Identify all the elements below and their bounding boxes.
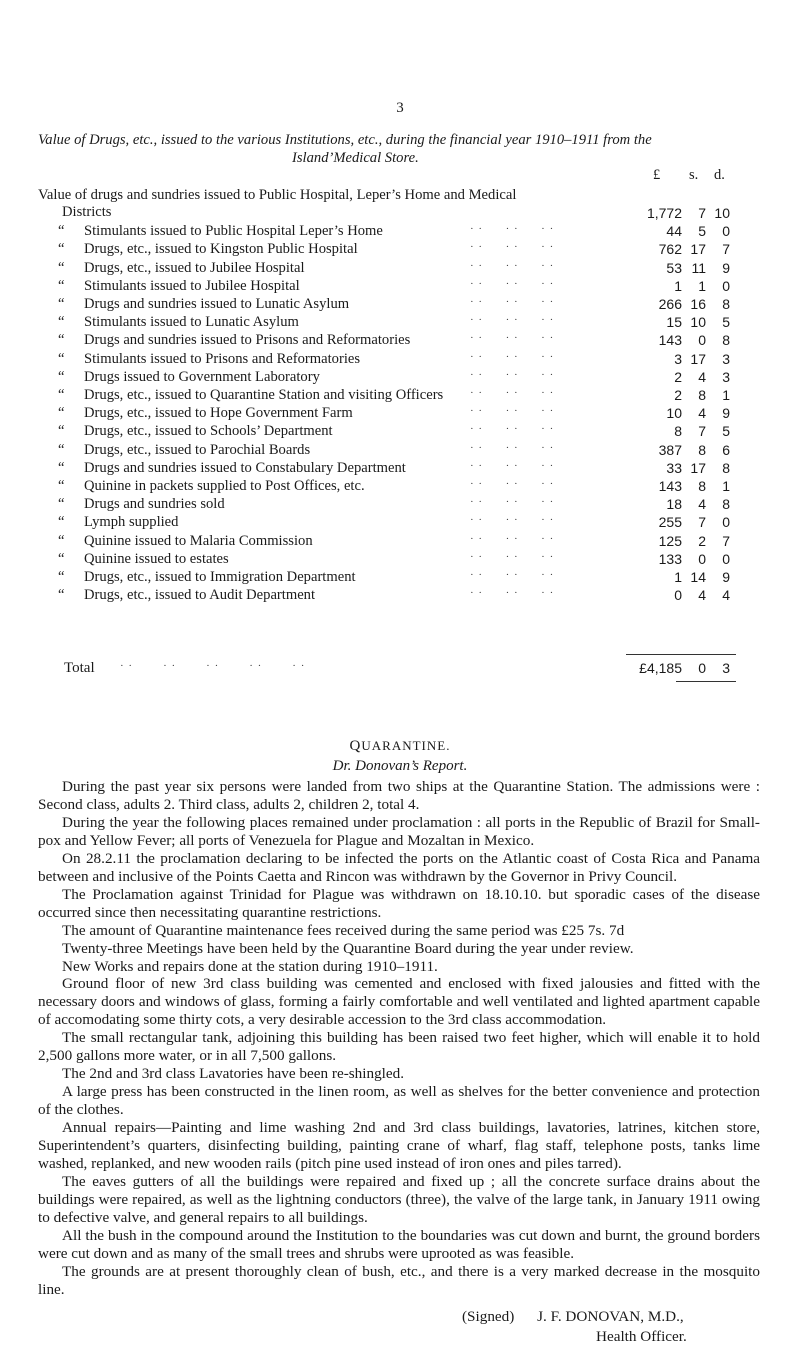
- title-line-2: Island’Medical Store.: [292, 150, 419, 166]
- ditto-mark: “: [58, 350, 65, 367]
- signature-line-2: Health Officer.: [596, 1328, 687, 1345]
- ditto-mark: “: [58, 569, 65, 585]
- report-paragraph: During the past year six persons were landed from two ships at the Quarantine Station. The admissions were : Second class, adults 2. Third class, adults 2, children 2, total 4.: [38, 778, 760, 813]
- row-pence: 9: [722, 259, 730, 276]
- section-heading: QUARANTINE.: [349, 738, 451, 754]
- row-shillings: 4: [698, 587, 706, 604]
- ditto-mark: “: [58, 241, 65, 258]
- table-row: [0, 405, 800, 423]
- row-pounds: 8: [674, 423, 682, 440]
- row-description: Drugs, etc., issued to Jubilee Hospital: [84, 259, 305, 276]
- row-shillings: 8: [698, 478, 706, 494]
- table-row: [0, 533, 800, 551]
- row-shillings: 14: [690, 569, 706, 585]
- leader-dots: · · · · · ·: [470, 350, 555, 363]
- row-pounds: 266: [658, 296, 682, 312]
- row-shillings: 8: [698, 441, 706, 458]
- row-description: Drugs, etc., issued to Kingston Public Hospital: [84, 241, 358, 258]
- ditto-mark: “: [58, 532, 65, 549]
- row-pounds: 53: [666, 259, 682, 276]
- report-paragraph: During the year the following places remained under proclamation : all ports in the Republic of Brazil for Small-pox and Yellow Fever; all ports of Venezuela for Plague and Mozaltan in Mexico.: [38, 813, 760, 849]
- row-pence: 4: [722, 587, 730, 604]
- row-shillings: 10: [690, 314, 706, 331]
- row-pence: 9: [722, 405, 730, 422]
- leader-dots: · · · · · ·: [470, 478, 555, 490]
- row-shillings: 2: [698, 532, 706, 549]
- report-paragraph: On 28.2.11 the proclamation declaring to be infected the ports on the Atlantic coast of Costa Rica and Panama between and inclusive of the Points Caetta and Rincon was withdrawn by the Governor in Privy Council.: [38, 849, 760, 885]
- row-shillings: 5: [698, 223, 706, 240]
- table-row: [0, 205, 800, 223]
- row-pounds: 133: [658, 550, 682, 567]
- leader-dots: · · · · · ·: [470, 459, 555, 472]
- ditto-mark: “: [58, 459, 65, 476]
- table-row: [0, 296, 800, 314]
- table-row: [0, 241, 800, 259]
- row-shillings: 17: [690, 350, 706, 367]
- leader-dots: · · · · · ·: [470, 423, 555, 436]
- ditto-mark: “: [58, 296, 65, 312]
- row-pounds: 0: [674, 587, 682, 604]
- ditto-mark: “: [58, 478, 65, 494]
- report-paragraph: The grounds are at present thoroughly clean of bush, etc., and there is a very marked decrease in the mosquito line.: [38, 1262, 760, 1298]
- report-paragraph: Twenty-three Meetings have been held by the Quarantine Board during the year under review.: [62, 939, 634, 957]
- leader-dots: · · · · · ·: [470, 550, 555, 563]
- table-row: [0, 387, 800, 405]
- page-number: 3: [396, 100, 404, 116]
- table-row: [0, 442, 800, 460]
- ditto-mark: “: [58, 514, 65, 531]
- row-pounds: 3: [674, 350, 682, 367]
- leader-dots: · · · · · ·: [470, 296, 555, 308]
- leader-dots: · · · · · ·: [470, 241, 555, 254]
- row-description: Drugs, etc., issued to Quarantine Station and visiting Officers: [84, 387, 444, 403]
- row-pounds: 44: [666, 223, 682, 240]
- row-pence: 0: [722, 514, 730, 531]
- row-description: Drugs and sundries issued to Constabulary Department: [84, 459, 406, 476]
- ditto-mark: “: [58, 387, 65, 403]
- row-pounds: 33: [666, 459, 682, 476]
- row-shillings: 4: [698, 405, 706, 422]
- row-pence: 8: [722, 496, 730, 513]
- leader-dots: · · · · · ·: [470, 441, 555, 454]
- table-row: [0, 260, 800, 278]
- report-paragraph: The Proclamation against Trinidad for Plague was withdrawn on 18.10.10. but sporadic cases of the disease occurred since then necessitating quarantine restrictions.: [38, 885, 760, 921]
- ditto-mark: “: [58, 368, 65, 385]
- row-description: Stimulants issued to Public Hospital Leper’s Home: [84, 223, 383, 240]
- leader-dots: · · · · · ·: [470, 314, 555, 327]
- table-row: [0, 223, 800, 241]
- row-description: Quinine issued to estates: [84, 550, 229, 567]
- total-leader-dots: · · · · · · · · · ·: [120, 660, 306, 672]
- row-shillings: 7: [698, 514, 706, 531]
- row-shillings: 17: [690, 459, 706, 476]
- ditto-mark: “: [58, 223, 65, 240]
- shillings-header: s.: [689, 167, 699, 183]
- row-pence: 8: [722, 296, 730, 312]
- row-pence: 0: [722, 277, 730, 294]
- row-pence: 5: [722, 314, 730, 331]
- row-shillings: 11: [691, 259, 706, 276]
- row-pounds: 143: [658, 332, 682, 349]
- table-row: [0, 569, 800, 587]
- pence-header: d.: [714, 167, 725, 183]
- table-row: [0, 587, 800, 605]
- table-row: [0, 514, 800, 532]
- leader-dots: · · · · · ·: [470, 259, 555, 272]
- table-row: [0, 496, 800, 514]
- report-paragraph: The eaves gutters of all the buildings were repaired and fixed up ; all the concrete surface drains about the buildings were repaired, as well as the lightning conductors (three), the valve of the large tank, in January 1911 owing to defective valve, and general repairs to all buildings.: [38, 1172, 760, 1226]
- report-heading: Dr. Donovan’s Report.: [332, 758, 468, 774]
- leader-dots: · · · · · ·: [470, 587, 555, 600]
- total-rule-bottom: [676, 681, 736, 682]
- row-pence: 6: [722, 441, 730, 458]
- table-row: [0, 460, 800, 478]
- row-pounds: 387: [658, 441, 682, 458]
- row-pounds: 18: [666, 496, 682, 513]
- leader-dots: · · · · · ·: [470, 223, 555, 236]
- leader-dots: · · · · · ·: [470, 368, 555, 381]
- row-description: Drugs, etc., issued to Schools’ Department: [84, 423, 333, 440]
- title-line-1: Value of Drugs, etc., issued to the various Institutions, etc., during the financial year 1910–1911 from the: [38, 132, 652, 148]
- row-description: Quinine in packets supplied to Post Offices, etc.: [84, 478, 365, 494]
- row-description: Stimulants issued to Prisons and Reformatories: [84, 350, 361, 367]
- row-pence: 0: [722, 223, 730, 240]
- report-paragraph: The amount of Quarantine maintenance fees received during the same period was £25 7s. 7d: [62, 921, 625, 939]
- leader-dots: · · · · · ·: [470, 332, 555, 345]
- report-paragraph: The 2nd and 3rd class Lavatories have been re-shingled.: [62, 1065, 405, 1083]
- leader-dots: · · · · · ·: [470, 496, 555, 509]
- total-pounds: £4,185: [639, 660, 682, 676]
- row-pence: 10: [714, 205, 730, 221]
- row-pounds: 10: [666, 405, 682, 422]
- ditto-mark: “: [58, 332, 65, 349]
- row-description: Quinine issued to Malaria Commission: [84, 532, 313, 549]
- row-pence: 1: [722, 387, 730, 403]
- leader-dots: · · · · · ·: [470, 277, 555, 290]
- report-paragraph: New Works and repairs done at the station during 1910–1911.: [62, 957, 438, 975]
- row-description: Drugs and sundries sold: [84, 496, 225, 513]
- ditto-mark: “: [58, 587, 65, 604]
- row-pence: 7: [722, 532, 730, 549]
- row-pence: 3: [722, 350, 730, 367]
- intro-line-2: Districts: [62, 204, 112, 220]
- row-shillings: 0: [698, 332, 706, 349]
- row-shillings: 4: [698, 368, 706, 385]
- row-shillings: 4: [698, 496, 706, 513]
- row-pounds: 2: [674, 368, 682, 385]
- signature-block: [462, 1307, 687, 1347]
- row-pounds: 1,772: [646, 205, 682, 221]
- row-pounds: 2: [674, 387, 682, 403]
- row-description: Lymph supplied: [84, 514, 179, 531]
- total-pence: 3: [722, 660, 730, 676]
- row-description: Drugs and sundries issued to Lunatic Asylum: [84, 296, 350, 312]
- leader-dots: · · · · · ·: [470, 514, 555, 527]
- signature-line-1: (Signed) J. F. DONOVAN, M.D.,: [462, 1308, 684, 1325]
- row-pence: 1: [722, 478, 730, 494]
- row-description: Drugs, etc., issued to Immigration Department: [84, 569, 356, 585]
- total-shillings: 0: [698, 660, 706, 676]
- total-label: Total: [64, 660, 95, 676]
- row-shillings: 7: [698, 205, 706, 221]
- row-description: Drugs, etc., issued to Audit Department: [84, 587, 316, 604]
- row-pence: 9: [722, 569, 730, 585]
- leader-dots: · · · · · ·: [470, 387, 555, 399]
- table-row: [0, 332, 800, 350]
- table-row: [0, 478, 800, 496]
- row-description: Drugs, etc., issued to Hope Government Farm: [84, 405, 353, 422]
- row-description: Stimulants issued to Lunatic Asylum: [84, 314, 299, 331]
- report-body: [38, 778, 760, 1299]
- ditto-mark: “: [58, 423, 65, 440]
- report-paragraph: Annual repairs—Painting and lime washing 2nd and 3rd class buildings, lavatories, latrines, kitchen store, Superintendent’s quarters, disinfecting building, painting crane of wharf, flag staff, telephone posts, tanks lime washed, replanked, and new wooden rails (pitch pine used instead of iron ones and piles tarred).: [38, 1119, 760, 1173]
- row-shillings: 16: [690, 296, 706, 312]
- leader-dots: · · · · · ·: [470, 532, 555, 545]
- leader-dots: · · · · · ·: [470, 569, 555, 581]
- ditto-mark: “: [58, 277, 65, 294]
- row-pence: 7: [722, 241, 730, 258]
- report-paragraph: A large press has been constructed in the linen room, as well as shelves for the better convenience and protection of the clothes.: [38, 1083, 760, 1119]
- row-pounds: 125: [658, 532, 682, 549]
- row-description: Drugs and sundries issued to Prisons and Reformatories: [84, 332, 411, 349]
- row-pence: 8: [722, 332, 730, 349]
- row-shillings: 7: [698, 423, 706, 440]
- leader-dots: · · · · · ·: [470, 405, 555, 418]
- table-row: [0, 369, 800, 387]
- ditto-mark: “: [58, 496, 65, 513]
- document-title: [38, 131, 768, 167]
- row-pounds: 762: [658, 241, 682, 258]
- row-pounds: 255: [658, 514, 682, 531]
- report-paragraph: Ground floor of new 3rd class building was cemented and enclosed with fixed jalousies and fitted with the necessary doors and windows of glass, forming a fairly comfortable and well ventilated and lighted apartment capable of accomodating some thirty cots, a very desirable accession to the 3rd class accommodation.: [38, 975, 760, 1029]
- ditto-mark: “: [58, 550, 65, 567]
- row-pence: 8: [722, 459, 730, 476]
- table-row: [0, 314, 800, 332]
- pounds-header: £: [653, 167, 661, 183]
- ditto-mark: “: [58, 314, 65, 331]
- table-row: [0, 423, 800, 441]
- row-pence: 3: [722, 368, 730, 385]
- table-row: [0, 551, 800, 569]
- row-pounds: 143: [658, 478, 682, 494]
- row-description: Drugs issued to Government Laboratory: [84, 368, 320, 385]
- table-row: [0, 278, 800, 296]
- row-shillings: 17: [690, 241, 706, 258]
- row-description: Drugs, etc., issued to Parochial Boards: [84, 441, 311, 458]
- row-pounds: 1: [674, 277, 682, 294]
- ditto-mark: “: [58, 441, 65, 458]
- table-row: [0, 351, 800, 369]
- total-rule-top: [626, 654, 736, 655]
- row-shillings: 1: [698, 277, 706, 294]
- ditto-mark: “: [58, 259, 65, 276]
- row-description: Stimulants issued to Jubilee Hospital: [84, 277, 300, 294]
- ditto-mark: “: [58, 405, 65, 422]
- row-pounds: 1: [674, 569, 682, 585]
- intro-line-1: Value of drugs and sundries issued to Public Hospital, Leper’s Home and Medical: [38, 187, 517, 203]
- row-pence: 5: [722, 423, 730, 440]
- row-shillings: 8: [698, 387, 706, 403]
- row-shillings: 0: [698, 550, 706, 567]
- report-paragraph: The small rectangular tank, adjoining this building has been raised two feet higher, which will enable it to hold 2,500 gallons more water, or in all 7,500 gallons.: [38, 1029, 760, 1065]
- row-pence: 0: [722, 550, 730, 567]
- row-pounds: 15: [666, 314, 682, 331]
- report-paragraph: All the bush in the compound around the Institution to the boundaries was cut down and burnt, the ground borders were cut down and as many of the small trees and shrubs were uprooted as was feasible.: [38, 1226, 760, 1262]
